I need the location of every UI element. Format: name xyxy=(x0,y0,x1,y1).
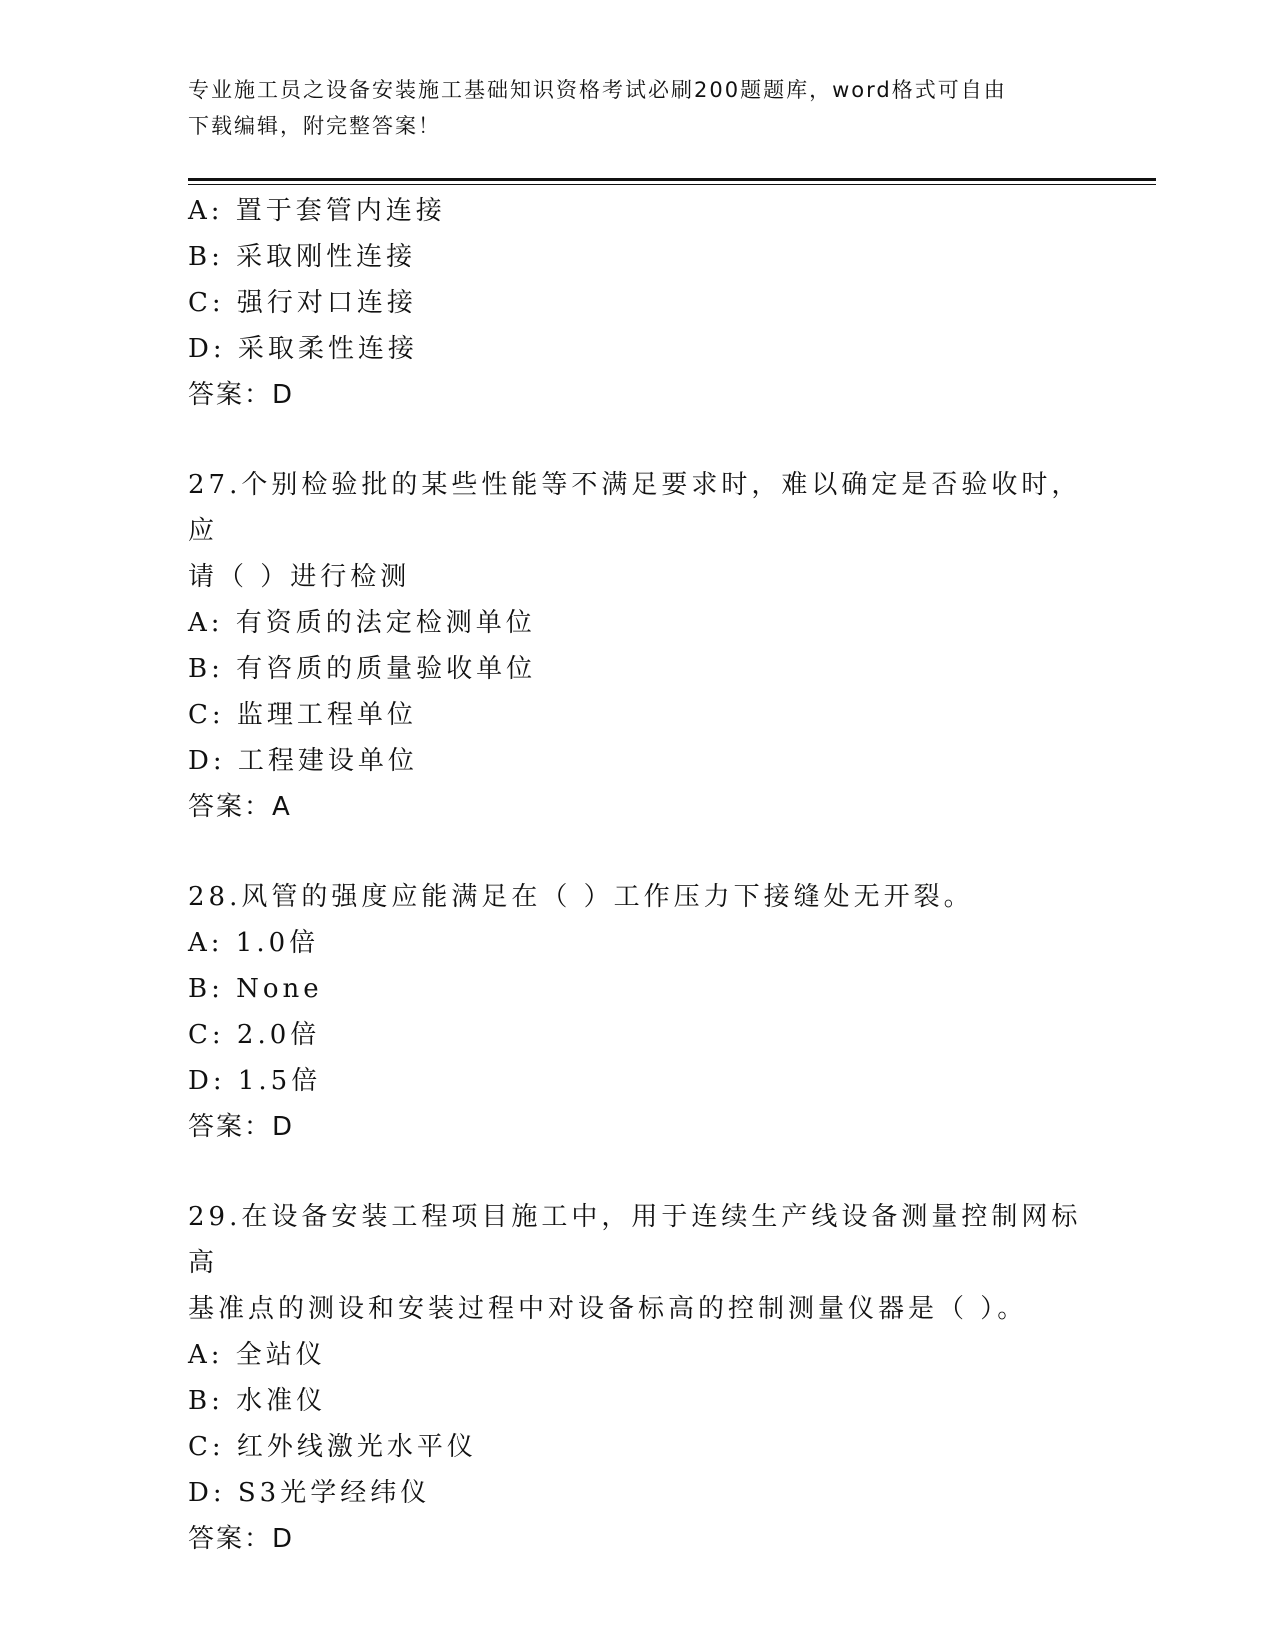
question-text-line-1: 27.个别检验批的某些性能等不满足要求时，难以确定是否验收时，应 xyxy=(188,470,1082,546)
option-c: C: 强行对口连接 xyxy=(188,288,417,318)
header-line-1: 专业施工员之设备安装施工基础知识资格考试必刷200题题库，word格式可自由 xyxy=(188,78,1007,102)
question-block-26 xyxy=(188,188,1088,418)
option-a: A: 1.0倍 xyxy=(188,928,320,958)
option-d: D: 1.5倍 xyxy=(188,1066,322,1096)
option-c: C: 监理工程单位 xyxy=(188,700,417,730)
option-c: C: 红外线激光水平仪 xyxy=(188,1432,477,1462)
answer-line: 答案：D xyxy=(188,1112,295,1142)
question-block-29 xyxy=(188,1194,1088,1562)
question-content xyxy=(188,188,1088,1562)
answer-line: 答案：D xyxy=(188,380,295,410)
question-block-27 xyxy=(188,462,1088,830)
option-d: D: 工程建设单位 xyxy=(188,746,418,776)
option-b: B: 有咨质的质量验收单位 xyxy=(188,654,537,684)
answer-line: 答案：A xyxy=(188,792,292,822)
document-header xyxy=(188,72,1088,144)
option-a: A: 有资质的法定检测单位 xyxy=(188,608,536,638)
option-b: B: None xyxy=(188,974,323,1004)
question-text-line-2: 基准点的测设和安装过程中对设备标高的控制测量仪器是（ ）。 xyxy=(188,1294,1028,1324)
option-c: C: 2.0倍 xyxy=(188,1020,321,1050)
header-line-2: 下载编辑，附完整答案！ xyxy=(188,114,441,138)
option-b: B: 采取刚性连接 xyxy=(188,242,417,272)
option-a: A: 置于套管内连接 xyxy=(188,196,446,226)
header-divider-thin xyxy=(188,184,1156,185)
question-text-line-1: 29.在设备安装工程项目施工中，用于连续生产线设备测量控制网标高 xyxy=(188,1202,1082,1278)
header-divider-thick xyxy=(188,178,1156,181)
option-a: A: 全站仪 xyxy=(188,1340,326,1370)
answer-line: 答案：D xyxy=(188,1524,295,1554)
option-b: B: 水准仪 xyxy=(188,1386,327,1416)
question-text-line-1: 28.风管的强度应能满足在（ ）工作压力下接缝处无开裂。 xyxy=(188,882,974,912)
question-text-line-2: 请（ ）进行检测 xyxy=(188,562,411,592)
option-d: D: 采取柔性连接 xyxy=(188,334,418,364)
question-block-28 xyxy=(188,874,1088,1150)
option-d: D: S3光学经纬仪 xyxy=(188,1478,431,1508)
